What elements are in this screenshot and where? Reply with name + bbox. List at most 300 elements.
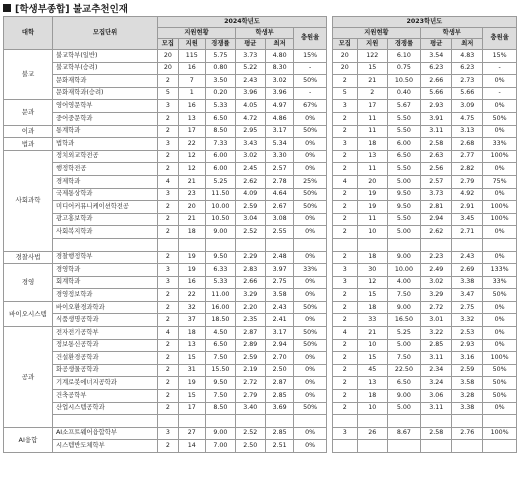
cell-2023-rate: - [483,62,517,75]
cell-2024-quota: 2 [158,339,178,352]
cell-2023-min: 2.93 [452,339,483,352]
cell-2023-competition: 9.50 [387,201,420,214]
cell-2024-min: 2.41 [265,314,294,327]
cell-2023-rate: 0% [483,251,517,264]
cell-2024-avg: 3.96 [235,87,265,100]
cell-2023-competition: 22.50 [387,364,420,377]
cell-2024-quota: 3 [158,138,178,151]
header-year-2023: 2023학년도 [332,17,516,28]
cell-2024-competition: 7.50 [205,352,235,365]
cell-2024-min: 2.43 [265,301,294,314]
cell-2024-quota: 4 [158,175,178,188]
cell-2024-applicants: 32 [178,301,205,314]
cell-2024-competition: 9.50 [205,251,235,264]
cell-2023-min: 3.47 [452,289,483,302]
cell-2023-min: 3.16 [452,352,483,365]
table-row [4,415,517,428]
cell-2023-applicants: 15 [357,352,387,365]
cell-2023-avg [421,415,452,428]
cell-2023-min: 5.66 [452,87,483,100]
header-avg: 평균 [421,39,452,50]
cell-2023-min: 2.73 [452,75,483,88]
cell-2023-rate: 0% [483,125,517,138]
cell-2023-applicants: 21 [357,75,387,88]
cell-2023-quota [332,415,357,428]
cell-2024-min: 3.96 [265,87,294,100]
cell-2023-min: 2.59 [452,364,483,377]
cell-2024-competition: 8.50 [205,402,235,415]
cell-2024-avg: 3.29 [235,289,265,302]
cell-2024-rate: 0% [294,390,326,403]
cell-2024-applicants: 37 [178,314,205,327]
cell-2024-applicants: 17 [178,125,205,138]
cell-2024-min: 2.85 [265,427,294,440]
cell-2024-avg: 2.52 [235,427,265,440]
cell-2023-rate: 50% [483,112,517,125]
header-unit: 모집단위 [53,17,158,50]
cell-2024-min: 2.48 [265,251,294,264]
cell-2023-quota: 20 [332,62,357,75]
title-text: [학생부종합] 불교추천인재 [15,4,128,15]
cell-2024-applicants: 18 [178,226,205,239]
header-apply-2023: 지원현황 [332,28,420,39]
cell-2023-min: 3.38 [452,276,483,289]
cell-2024-applicants: 20 [178,201,205,214]
cell-2023-applicants: 13 [357,377,387,390]
cell-2023-quota: 2 [332,75,357,88]
cell-2023-avg: 3.29 [421,289,452,302]
cell-2023-rate: 33% [483,138,517,151]
cell-2023-applicants: 19 [357,201,387,214]
cell-2023-applicants: 11 [357,163,387,176]
major-name: 산업시스템공학과 [53,402,158,415]
cell-2023-applicants [357,238,387,251]
cell-2023-rate: 0% [483,314,517,327]
cell-2024-quota: 3 [158,264,178,277]
cell-2023-applicants: 30 [357,264,387,277]
cell-2023-quota: 2 [332,226,357,239]
cell-2024-applicants: 18 [178,327,205,340]
table-row [4,138,517,151]
cell-2023-avg: 2.23 [421,251,452,264]
cell-2024-min: 3.69 [265,402,294,415]
table-row [4,50,517,63]
cell-2023-min: 4.83 [452,50,483,63]
cell-2024-rate: 33% [294,264,326,277]
college-name: 사회과학 [4,150,53,251]
cell-2024-avg: 2.29 [235,251,265,264]
cell-2024-competition: 7.50 [205,390,235,403]
cell-2023-min: 2.53 [452,327,483,340]
cell-2024-min: 4.97 [265,100,294,113]
cell-2024-competition: 4.50 [205,327,235,340]
cell-2023-rate: 0% [483,163,517,176]
cell-2023-quota: 4 [332,175,357,188]
cell-2024-min: 2.78 [265,175,294,188]
cell-2024-rate [294,238,326,251]
cell-2023-competition: 6.50 [387,150,420,163]
cell-2023-quota: 2 [332,163,357,176]
cell-2024-min: 3.97 [265,264,294,277]
cell-2023-avg: 2.58 [421,138,452,151]
major-name: 문화재학과 [53,75,158,88]
cell-2023-min: 2.76 [452,427,483,440]
cell-2024-competition: 9.00 [205,427,235,440]
cell-2024-rate: 50% [294,327,326,340]
cell-2024-min: 2.70 [265,352,294,365]
cell-2023-competition: 5.25 [387,327,420,340]
cell-2024-applicants [178,415,205,428]
cell-2024-applicants [178,238,205,251]
major-name [53,415,158,428]
cell-2023-min: 2.71 [452,226,483,239]
cell-2024-avg: 4.09 [235,188,265,201]
table-row [4,289,517,302]
table-row [4,364,517,377]
header-record-2024: 학생부 [235,28,294,39]
cell-2024-quota: 2 [158,226,178,239]
table-row [4,352,517,365]
cell-2023-rate: 100% [483,150,517,163]
cell-2024-avg: 2.59 [235,201,265,214]
cell-2024-applicants: 16 [178,62,205,75]
cell-2024-avg: 2.35 [235,314,265,327]
cell-2023-rate [483,440,517,453]
cell-2023-applicants: 10 [357,226,387,239]
cell-2024-avg: 3.02 [235,150,265,163]
cell-2023-min: 4.92 [452,188,483,201]
cell-2023-quota: 3 [332,427,357,440]
cell-2023-applicants: 19 [357,188,387,201]
cell-2023-avg: 3.01 [421,314,452,327]
cell-2023-rate: 100% [483,213,517,226]
cell-2024-min: 8.30 [265,62,294,75]
cell-2023-competition: 6.00 [387,138,420,151]
cell-2024-rate: 0% [294,377,326,390]
header-rate-2024: 충원율 [294,28,326,50]
cell-2023-quota: 2 [332,402,357,415]
table-row [4,75,517,88]
cell-2023-rate: 100% [483,352,517,365]
cell-2023-avg: 3.73 [421,188,452,201]
cell-2024-quota: 2 [158,440,178,453]
cell-2024-applicants: 23 [178,188,205,201]
cell-2023-avg: 2.58 [421,427,452,440]
table-row [4,314,517,327]
major-name: 광고홍보학과 [53,213,158,226]
table-row [4,100,517,113]
cell-2023-quota: 2 [332,352,357,365]
cell-2023-quota [332,440,357,453]
major-name: 건설환경공학과 [53,352,158,365]
cell-2023-rate: 50% [483,364,517,377]
cell-2023-min: 2.43 [452,251,483,264]
cell-2024-quota: 20 [158,50,178,63]
cell-2023-min [452,415,483,428]
cell-2023-applicants [357,440,387,453]
cell-2023-quota: 3 [332,276,357,289]
cell-2024-quota: 2 [158,251,178,264]
cell-2024-min: 2.87 [265,377,294,390]
cell-2023-avg: 6.23 [421,62,452,75]
cell-2023-avg: 3.22 [421,327,452,340]
cell-2024-quota: 2 [158,289,178,302]
cell-2024-avg: 2.62 [235,175,265,188]
major-name: 사회복지학과 [53,226,158,239]
cell-2023-quota: 20 [332,50,357,63]
cell-2024-rate: 0% [294,251,326,264]
cell-2023-rate: 75% [483,175,517,188]
cell-2024-applicants: 31 [178,364,205,377]
table-row [4,188,517,201]
cell-2024-quota: 5 [158,87,178,100]
cell-2023-avg [421,238,452,251]
cell-2024-rate: 0% [294,352,326,365]
cell-2023-applicants: 33 [357,314,387,327]
cell-2024-competition: 5.25 [205,175,235,188]
cell-2024-competition: 0.20 [205,87,235,100]
cell-2024-rate: 67% [294,100,326,113]
cell-2023-applicants [357,415,387,428]
cell-2024-rate: 50% [294,301,326,314]
cell-2024-min: 2.75 [265,276,294,289]
cell-2024-competition: 6.00 [205,163,235,176]
major-name [53,238,158,251]
cell-2023-rate: 0% [483,100,517,113]
cell-2024-competition: 11.50 [205,188,235,201]
cell-2024-competition: 6.50 [205,112,235,125]
cell-2023-competition: 4.00 [387,276,420,289]
cell-2023-competition: 9.00 [387,251,420,264]
cell-2023-avg: 3.11 [421,352,452,365]
cell-2024-avg: 3.40 [235,402,265,415]
cell-2023-rate [483,415,517,428]
cell-2024-rate: 0% [294,289,326,302]
cell-2024-min: 3.17 [265,125,294,138]
cell-2023-rate: 0% [483,339,517,352]
cell-2024-min: 2.55 [265,226,294,239]
cell-2024-min: 2.57 [265,163,294,176]
cell-2024-rate: 0% [294,150,326,163]
cell-2024-rate: 50% [294,188,326,201]
cell-2023-min: 2.68 [452,138,483,151]
cell-2023-avg: 2.56 [421,163,452,176]
cell-2024-applicants: 19 [178,251,205,264]
cell-2023-applicants: 11 [357,112,387,125]
cell-2024-competition: 18.50 [205,314,235,327]
major-name: 불교학부(일반) [53,50,158,63]
major-name: 중어중문학과 [53,112,158,125]
cell-2024-competition: 10.00 [205,201,235,214]
cell-2023-competition: 6.10 [387,50,420,63]
cell-2023-rate: 133% [483,264,517,277]
cell-2023-rate: 100% [483,201,517,214]
cell-2024-avg: 3.73 [235,50,265,63]
cell-2023-competition: 6.50 [387,377,420,390]
cell-2024-competition: 16.00 [205,301,235,314]
cell-2023-avg: 3.54 [421,50,452,63]
cell-2023-rate: 0% [483,402,517,415]
cell-2024-competition: 5.75 [205,50,235,63]
cell-2023-avg: 3.11 [421,402,452,415]
cell-2023-competition: 5.50 [387,112,420,125]
cell-2023-min: 4.75 [452,112,483,125]
college-name: 경찰사법 [4,251,53,264]
cell-2024-min: 4.80 [265,50,294,63]
cell-2024-avg: 2.59 [235,352,265,365]
cell-2023-quota [332,238,357,251]
major-name: 통계학과 [53,125,158,138]
cell-2024-competition [205,415,235,428]
table-row [4,163,517,176]
table-row [4,301,517,314]
header-applicants: 지원 [178,39,205,50]
cell-2024-competition [205,238,235,251]
cell-2023-rate: 0% [483,226,517,239]
table-row [4,327,517,340]
cell-2023-quota: 3 [332,100,357,113]
cell-2024-rate: - [294,62,326,75]
cell-2023-applicants: 18 [357,251,387,264]
cell-2023-avg: 3.02 [421,276,452,289]
cell-2023-min [452,440,483,453]
cell-2024-min: 5.34 [265,138,294,151]
cell-2024-avg: 2.43 [235,75,265,88]
table-row [4,150,517,163]
cell-2023-applicants: 20 [357,175,387,188]
cell-2024-min: 3.30 [265,150,294,163]
cell-2023-competition: 9.50 [387,188,420,201]
cell-2024-applicants: 15 [178,390,205,403]
cell-2024-avg: 2.72 [235,377,265,390]
cell-2023-rate: 50% [483,289,517,302]
cell-2023-quota: 2 [332,390,357,403]
cell-2023-min: 3.32 [452,314,483,327]
cell-2023-competition: 5.00 [387,226,420,239]
cell-2023-avg: 3.91 [421,112,452,125]
table-row [4,339,517,352]
cell-2023-rate: 0% [483,327,517,340]
cell-2023-applicants: 122 [357,50,387,63]
cell-2024-applicants: 17 [178,402,205,415]
cell-2024-rate: 0% [294,427,326,440]
major-name: 화공생물공학과 [53,364,158,377]
table-row [4,390,517,403]
cell-2024-rate: 0% [294,440,326,453]
cell-2023-avg: 2.66 [421,75,452,88]
table-row [4,402,517,415]
cell-2024-rate: 15% [294,50,326,63]
cell-2023-min: 2.77 [452,150,483,163]
square-bullet-icon [3,4,11,12]
cell-2024-rate: 0% [294,364,326,377]
cell-2023-quota: 2 [332,364,357,377]
header-competition: 경쟁률 [205,39,235,50]
cell-2023-avg [421,440,452,453]
major-name: 경찰행정학부 [53,251,158,264]
cell-2023-applicants: 18 [357,390,387,403]
cell-2024-rate: 0% [294,276,326,289]
cell-2023-quota: 2 [332,301,357,314]
cell-2024-avg: 2.45 [235,163,265,176]
cell-2024-rate [294,415,326,428]
cell-2024-min: 2.67 [265,201,294,214]
cell-2024-avg: 2.95 [235,125,265,138]
cell-2024-quota: 2 [158,201,178,214]
header-min: 최저 [265,39,294,50]
cell-2024-competition: 0.80 [205,62,235,75]
cell-2023-min: 3.09 [452,100,483,113]
cell-2024-quota: 2 [158,402,178,415]
cell-2023-competition: 7.50 [387,289,420,302]
cell-2023-quota: 2 [332,377,357,390]
cell-2024-applicants: 115 [178,50,205,63]
header-competition: 경쟁률 [387,39,420,50]
header-univ: 대학 [4,17,53,50]
cell-2023-competition: 5.67 [387,100,420,113]
cell-2023-avg: 3.06 [421,390,452,403]
cell-2023-quota: 2 [332,314,357,327]
college-name: 불교 [4,50,53,100]
cell-2024-quota: 2 [158,213,178,226]
cell-2024-rate: 0% [294,163,326,176]
cell-2023-applicants: 10 [357,402,387,415]
cell-2023-competition: 0.40 [387,87,420,100]
table-row [4,251,517,264]
cell-2024-avg: 2.50 [235,440,265,453]
cell-2024-quota: 2 [158,377,178,390]
cell-2023-rate: 0% [483,75,517,88]
cell-2023-applicants: 10 [357,339,387,352]
cell-2023-competition: 10.50 [387,75,420,88]
cell-2024-min: 2.94 [265,339,294,352]
cell-2023-rate: 50% [483,377,517,390]
header-applicants: 지원 [357,39,387,50]
cell-2023-min: 6.23 [452,62,483,75]
major-name: 정보통신공학과 [53,339,158,352]
college-name: 바이오시스템 [4,301,53,326]
cell-2024-competition: 7.33 [205,138,235,151]
cell-2023-min: 3.13 [452,125,483,138]
table-row [4,201,517,214]
major-name: 기계로봇에너지공학과 [53,377,158,390]
cell-2024-quota: 20 [158,62,178,75]
cell-2024-applicants: 21 [178,213,205,226]
cell-2024-avg [235,415,265,428]
cell-2023-avg: 2.62 [421,226,452,239]
table-row [4,264,517,277]
cell-2023-min: 2.91 [452,201,483,214]
major-name: 국제통상학과 [53,188,158,201]
major-name: 법학과 [53,138,158,151]
cell-2024-applicants: 16 [178,276,205,289]
cell-2023-competition: 9.00 [387,301,420,314]
cell-2024-min [265,415,294,428]
major-name: 바이오환경과학과 [53,301,158,314]
cell-2024-quota: 2 [158,75,178,88]
cell-2024-rate: 50% [294,402,326,415]
cell-2024-min: 3.08 [265,213,294,226]
cell-2023-rate: 15% [483,50,517,63]
cell-2023-competition: 8.67 [387,427,420,440]
cell-2023-quota: 2 [332,150,357,163]
cell-2024-applicants: 19 [178,264,205,277]
cell-2023-competition [387,238,420,251]
header-rate-2023: 충원율 [483,28,517,50]
cell-2023-quota: 2 [332,251,357,264]
table-row [4,213,517,226]
cell-2023-avg: 2.34 [421,364,452,377]
